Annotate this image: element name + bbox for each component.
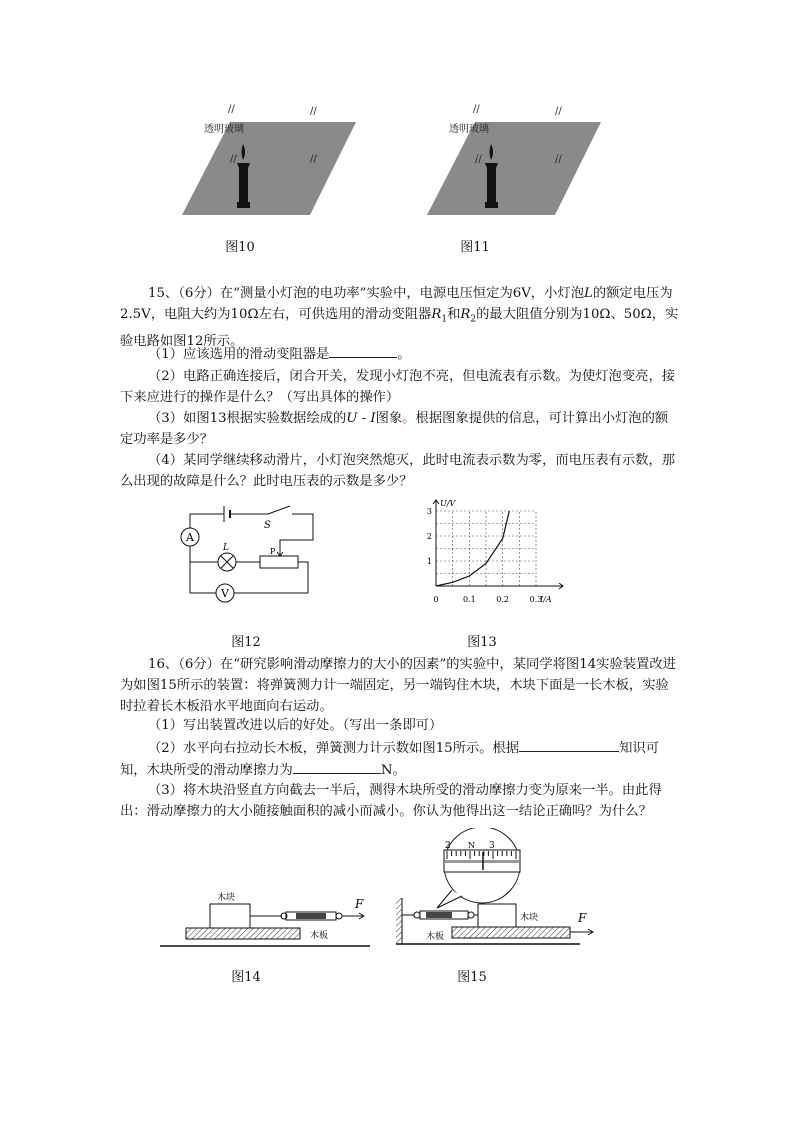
x-tick-label: 0.3 <box>529 595 543 604</box>
figure-12 <box>178 500 328 618</box>
svg-text://: // <box>555 154 562 165</box>
fig14-drawing <box>158 882 378 952</box>
fig10-drawing <box>170 100 370 225</box>
q16-part2: （2）水平向右拉动长木板，弹簧测力计示数如图15所示。根据 知识可知，木块所受的滑动摩擦力为 N。 <box>120 737 680 781</box>
spring-scale-icon <box>414 911 474 919</box>
block <box>210 904 250 928</box>
q16-part1: （1）写出装置改进以后的好处。（写出一条即可） <box>148 718 443 733</box>
answer-blank[interactable] <box>329 343 397 358</box>
svg-text://: // <box>228 104 235 115</box>
x-axis-label: I/A <box>540 595 552 604</box>
glass-plate <box>182 122 356 215</box>
fig15-drawing <box>392 828 602 952</box>
force-label: F <box>355 897 364 911</box>
x-tick-label: 0 <box>433 595 439 604</box>
ui-chart <box>418 496 568 608</box>
figure-10 <box>170 100 370 225</box>
svg-text://: // <box>555 106 562 117</box>
svg-text://: // <box>473 104 480 115</box>
fig12-caption: 图12 <box>231 635 261 650</box>
figure-13 <box>418 496 568 608</box>
fig11-drawing <box>415 100 615 225</box>
q15-part4: （4）某同学继续移动滑片，小灯泡突然熄灭，此时电流表示数为零，而电压表有示数，那么出现的故障是什么？此时电压表的示数是多少？ <box>120 453 676 489</box>
switch-blade <box>268 506 290 514</box>
board <box>186 928 300 939</box>
lamp-label: L <box>223 543 229 553</box>
svg-text:2: 2 <box>445 841 451 851</box>
board <box>452 927 570 938</box>
y-axis-label: U/V <box>440 499 456 508</box>
x-tick-label: 0.2 <box>496 595 510 604</box>
glass-label: 透明玻璃 <box>204 124 244 135</box>
fig13-caption: 图13 <box>467 635 497 650</box>
rheostat <box>260 556 298 568</box>
svg-text://: // <box>310 106 317 117</box>
figure-15 <box>392 828 602 952</box>
q15-intro: 15、（6分）在“测量小灯泡的电功率”实验中，电源电压恒定为6V，小灯泡L的额定电压为2.5V，电阻大约为10Ω左右，可供选用的滑动变阻器$R_1$和$R_2$的最大阻值分别为10Ω、50Ω，实验电路如图12所示。 <box>120 286 679 349</box>
fig15-caption: 图15 <box>457 970 487 985</box>
q15-part3: （3）如图13根据实验数据绘成的U - I图象。根据图象提供的信息，可计算出小灯泡的额定功率是多少？ <box>120 411 669 447</box>
x-tick-label: 0.1 <box>462 595 476 604</box>
q15-part2: （2）电路正确连接后，闭合开关，发现小灯泡不亮，但电流表有示数。为使灯泡变亮，接下来应进行的操作是什么？（写出具体的操作） <box>120 369 676 405</box>
fig14-caption: 图14 <box>231 970 261 985</box>
ammeter-label: A <box>186 531 194 544</box>
block <box>478 904 516 927</box>
unit-label: N <box>468 841 475 850</box>
fig10-caption: 图10 <box>225 240 255 255</box>
switch-label: S <box>264 520 271 531</box>
svg-text:3: 3 <box>489 841 495 851</box>
board-label: 木板 <box>426 932 445 942</box>
block-label: 木块 <box>520 913 539 923</box>
figure-14 <box>158 882 378 952</box>
answer-blank[interactable] <box>293 759 381 774</box>
fig11-caption: 图11 <box>460 240 490 255</box>
answer-blank[interactable] <box>519 737 619 752</box>
glass-label: 透明玻璃 <box>449 124 489 135</box>
glass-plate <box>427 122 601 215</box>
slider-label: P <box>270 547 276 556</box>
circuit-diagram <box>178 500 328 618</box>
chart-grid <box>436 511 536 586</box>
q15-part1: （1）应该选用的滑动变阻器是 。 <box>120 343 680 365</box>
svg-text://: // <box>230 154 237 165</box>
y-tick-label: 3 <box>426 507 432 516</box>
q16-intro: 16、（6分）在“研究影响滑动摩擦力的大小的因素”的实验中，某同学将图14实验装置改进为如图15所示的装置：将弹簧测力计一端固定，另一端钩住木块，木块下面是一长木板，实验时拉着长木板沿水平地面向右运动。 <box>120 657 676 714</box>
voltmeter-label: V <box>221 587 229 600</box>
spring-scale-icon <box>281 912 342 920</box>
svg-text://: // <box>310 154 317 165</box>
board-label: 木板 <box>310 931 329 941</box>
magnifier-bubble <box>437 828 520 908</box>
q16-part3: （3）将木块沿竖直方向截去一半后，测得木块所受的滑动摩擦力变为原来一半。由此得出：滑动摩擦力的大小随接触面积的减小而减小。你认为他得出这一结论正确吗？为什么？ <box>120 783 662 819</box>
svg-text://: // <box>475 154 482 165</box>
block-label: 木块 <box>217 893 236 903</box>
wall <box>396 898 402 944</box>
y-tick-label: 2 <box>426 532 432 541</box>
force-label: F <box>578 911 587 925</box>
y-tick-label: 1 <box>426 557 432 566</box>
figure-11 <box>415 100 615 225</box>
